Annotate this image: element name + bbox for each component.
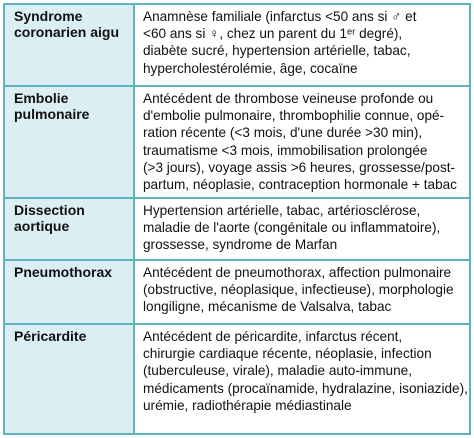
condition-label: Embolie [14,90,69,106]
risk-factors-line: partum, néoplasie, contraception hormonale + tabac [143,177,457,193]
risk-factors-line: Antécédent de thrombose veineuse profonde ou [143,91,434,106]
condition-label: Pneumothorax [14,264,113,280]
risk-factor-table [3,3,471,435]
condition-label: Dissection [14,202,85,218]
risk-factors-line: ration récente (<3 mois, d'une durée >30 min), [143,125,423,141]
condition-label: Syndrome [14,8,83,24]
risk-factors-line: (obstructive, néoplasique, infectieuse), morphologie [143,282,454,298]
risk-factors-line: Antécédent de péricardite, infarctus récent, [143,329,403,344]
risk-factors-cell [134,324,470,434]
risk-factors-line: maladie de l'aorte (congénitale ou inflammatoire), [143,220,441,236]
risk-factors-cell [134,260,470,324]
table-row [4,4,470,86]
condition-cell [4,86,134,198]
risk-factors-line: <60 ans si ♀, chez un parent du 1ᵉʳ degré), [143,26,403,42]
risk-factor-table-body [4,4,470,434]
risk-factors-line: longiligne, mécanisme de Valsalva, tabac [143,299,392,315]
risk-factors-line: hypercholestérolémie, âge, cocaïne [143,60,358,76]
risk-factors-cell [134,198,470,260]
condition-cell [4,260,134,324]
condition-label: aortique [14,218,70,234]
risk-factors-line: urémie, radiothérapie médiastinale [143,397,352,413]
condition-label: pulmonaire [14,106,90,122]
condition-label: coronarien aigu [14,24,120,40]
risk-factors-line: Hypertension artérielle, tabac, artériosclérose, [143,203,421,218]
risk-factor-table-frame [3,3,469,433]
risk-factors-line: diabète sucré, hypertension artérielle, tabac, [143,43,411,59]
condition-cell [4,324,134,434]
table-row [4,260,470,324]
risk-factors-line: (tuberculeuse, virale), maladie auto-immune, [143,363,412,379]
risk-factors-line: Antécédent de pneumothorax, affection pulmonaire [143,265,452,280]
table-row [4,86,470,198]
table-row [4,198,470,260]
risk-factors-line: (>3 jours), voyage assis >6 heures, grossesse/post- [143,159,456,175]
condition-label: Péricardite [14,328,87,344]
risk-factors-line: chirurgie cardiaque récente, néoplasie, infection [143,346,432,362]
risk-factors-line: d'embolie pulmonaire, thrombophilie connue, opé- [143,108,445,124]
risk-factors-line: Anamnèse familiale (infarctus <50 ans si ♂ et [143,9,417,24]
table-row [4,324,470,434]
risk-factors-cell [134,4,470,86]
risk-factors-line: grossesse, syndrome de Marfan [143,237,338,253]
risk-factors-line: traumatisme <3 mois, immobilisation prolongée [143,142,428,158]
condition-cell [4,4,134,86]
risk-factors-cell [134,86,470,198]
condition-cell [4,198,134,260]
risk-factors-line: médicaments (procaïnamide, hydralazine, isoniazide), [143,380,468,396]
